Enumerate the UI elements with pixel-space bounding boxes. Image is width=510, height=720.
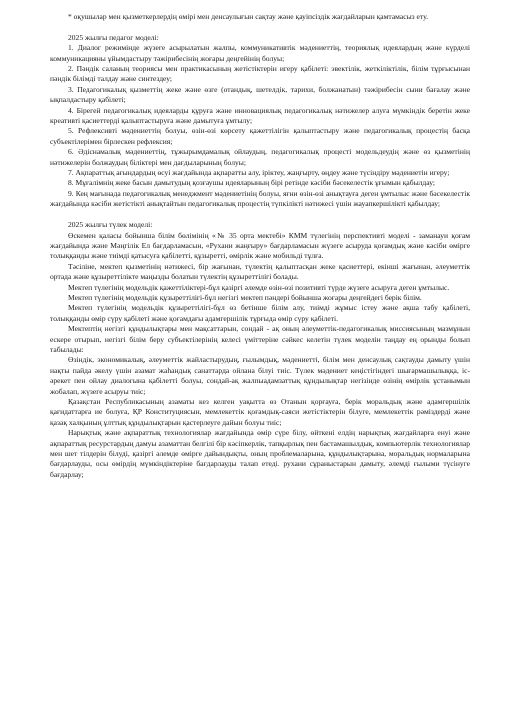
graduate-model-paragraph: Тәсіліне, мектеп қызметінің нәтижесі, бір жағынан, түлектің қалыптасқан жеке қасиеттері, екінші жағынан, әлеуметтік ортада және құзыреттілікте маңызды болатын түлектің құзыреттілігі болады.: [50, 261, 470, 282]
teacher-model-item: 1. Диалог режимінде жүзеге асырылатын жалпы, коммуникативтік мәдениеттің, теориялық идеялардың және күрделі коммуникацияны ұйымдастыру тәжірибесінің жоғары деңгейінің болуы;: [50, 43, 470, 63]
teacher-model-item: 5. Рефлексивті мәдениеттің болуы, өзін-өзі көрсету қажеттілігін қалыптастыру және педагогикалық процестің басқа субъектілерімен бірлескен рефлексия;: [50, 126, 470, 146]
graduate-model-paragraph: Мектеп түлегінің модельдік құзыреттілігі-бұл өз бетінше білім алу, тиімді жұмыс істеу және ақша табу қабілеті, толыққанды өмір сүру қабілеті және қоғамдағы адамгершілік тұрғыда өмір сүру қабілеті.: [50, 303, 470, 323]
graduate-model-paragraph: Мектеп түлегінің модельдік қажеттіліктері-бұл қазіргі әлемде өзін-өзі позитивті түрде жүзеге асыруға деген ұмтылыс.: [68, 282, 450, 292]
teacher-model-item: 2. Пәндік саланың теориясы мен практикасының жетістіктерін игеру қабілеті: эвектілік, жеткіліктілік, білім тұрғысынан пәндік білімді талдау және синтездеу;: [50, 64, 470, 84]
document-page: [50, 12, 470, 480]
graduate-model-paragraph: Мектептің негізгі құндылықтары мен мақсаттарын, сондай - ақ оның әлеуметтік-педагогикалық миссиясының мазмұнын ескере отырып, негізгі білім беру субъектілерінің келесі үміттеріне сәйкес келетін түлек моделін таңдау ең орынды болып табылады:: [50, 324, 470, 354]
teacher-model-item: 8. Мұғалімнің жеке басын дамытудың қозғаушы идеяларының бірі ретінде кәсіби бәсекелестік ұғымын қабылдау;: [68, 178, 435, 188]
graduate-model-heading: 2025 жылғы түлек моделі:: [68, 220, 153, 230]
teacher-model-item: 4. Бірегей педагогикалық идеяларды құруға және инновациялық педагогикалық нәтижелер алуға мүмкіндік беретін жеке креативті қасиеттерді қалыптастыруға және дамытуға ұмтылу;: [50, 105, 470, 126]
teacher-model-heading: 2025 жылғы педагог моделі:: [68, 32, 159, 42]
graduate-model-paragraph: Мектеп түлегінің модельдік құзыреттілігі-бұл негізгі мектеп пәндері бойынша жоғары деңгейдегі берік білім.: [68, 292, 422, 302]
teacher-model-item: 9. Кең мағынада педагогикалық менеджмент мәдениетінің болуы, яғни өзін-өзі анықтауға деген ұмтылыс және бәсекелестік жағдайында кәсіби жетістікті анықтайтын педагогикалық процестің түпкілікті нәтижесі үшін жауапкершілікті қабылдау;: [50, 188, 470, 209]
graduate-model-paragraph: Нарықтық және ақпараттық технологиялар жағдайында өмір сүре білу, өйткені елдің нарықтық жағдайларға енуі және ақпараттық ресурстардың дамуы азаматтан белгілі бір кәсіпкерлік, тапқырлық пен бастамашылдық, компьютерлік технологиялар мен шет тілдерін білуді, қазіргі әлемде өмірге дайындықты, оның проблемаларына, құндылықтарына, моральдық нормаларына бағдарлауды, осы өмірдің мүмкіндіктеріне бағдарлауды талап етеді. рухани сұраныстарын дамыту, әлемді ғылыми түсінуге бағдарлау;: [50, 428, 470, 479]
graduate-model-paragraph: Қазақстан Республикасының азаматы кез келген уақытта өз Отанын қорғауға, берік моральдық және адамгершілік қағидаттарға ие болуға, ҚР Конституциясын, мемлекеттік қоғамдық-саяси жетістіктерін білуге, мемлекеттік рәміздерді және қазақ халқының ұлттық құндылықтарын қастерлеуге дайын болуы тиіс;: [50, 397, 470, 427]
teacher-model-item: 6. Әдіснамалық мәдениеттің, тұжырымдамалық ойлаудың, педагогикалық процесті модельдеудің және өз қызметінің нәтижелерін болжаудың біліктері мен дағдыларының болуы;: [50, 147, 470, 167]
section-gap: [50, 210, 470, 220]
section-gap: [50, 22, 470, 32]
graduate-model-paragraph: Өзіндік, экономикалық, әлеуметтік жайластырудың, ғылымдық, мәдениетті, білім мен денсаулық сақтауды дамыту үшін нақты пайда әкелу үшін азамат жаһандық санаттарда ойлана білуі тиіс. Түлек мәдениет кеңістігіндегі шығармашылыққа, іс-әрекет пен ойлау диалогына қабілетті болуы, сондай-ақ жалпыадамзаттық құндылықтар негізінде өзінің өмірлік ұстанымын жобалап, жүзеге асыруы тиіс;: [50, 355, 470, 396]
intro-paragraph: * оқушылар мен қызметкерлердің өмірі мен денсаулығын сақтау және қауіпсіздік жағдайларын қамтамасыз ету.: [68, 12, 428, 21]
teacher-model-item: 3. Педагогикалық қызметтің жеке және өзге (отандық, шетелдік, тарихи, болжанатын) тәжірибесін сыни бағалау және ықпалдастыру қабілеті;: [50, 84, 470, 105]
teacher-model-item: 7. Ақпараттық ағындардың өсуі жағдайында ақпаратты алу, іріктеу, жаңғырту, өңдеу және түсіндіру мәдениетін игеру;: [68, 168, 450, 178]
graduate-model-paragraph: Өскемен қаласы бойынша білім бөлімінің «№ 35 орта мектебі» КММ түлегінің перспективті моделі - заманауи қоғам жағдайында және Мәңгілік Ел бағдарламасын, «Рухани жаңғыру» бағдарламасын жүзеге асыруда қоғамдық және кәсіби өмірге толыққанды және тиімді қатысуға қабілетті, құзыретті, өмірлік және мобильді тұлға.: [50, 230, 470, 261]
